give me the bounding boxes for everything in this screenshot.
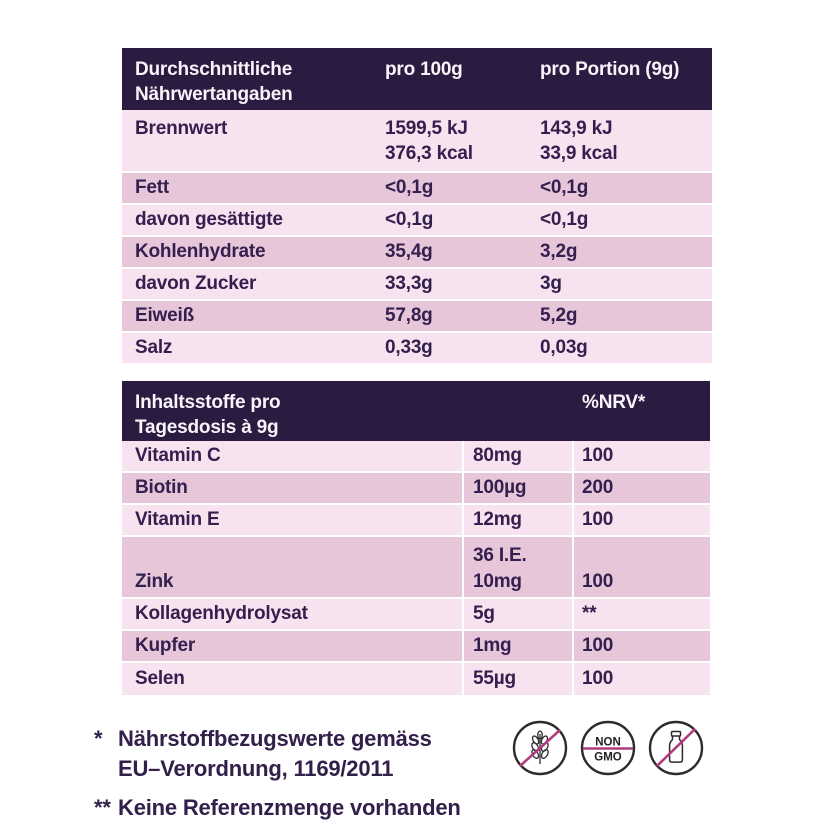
row-label: davon gesättigte [135, 209, 283, 230]
header-col-ingredients-line2: Tagesdosis à 9g [135, 417, 279, 438]
table-row-vitamin-c [122, 441, 710, 471]
value-kj: 1599,5 kJ [385, 118, 468, 139]
row-value-per100g: <0,1g [385, 177, 434, 198]
row-amount: 55µg [462, 663, 572, 695]
nutrition-table [122, 48, 712, 363]
footnote-nrv [94, 724, 524, 784]
row-value-per100g: 0,33g [385, 337, 433, 358]
row-amount: 100µg [462, 473, 572, 503]
header-col-portion: pro Portion (9g) [540, 59, 680, 80]
value-kcal: 376,3 kcal [385, 143, 473, 164]
ingredients-table [122, 381, 710, 695]
table-row-eiweiss [122, 301, 712, 331]
table-row-kohlenhydrate [122, 237, 712, 267]
non-gmo-icon [580, 720, 636, 776]
row-nrv: 100 [572, 663, 710, 695]
header-col-nrv: %NRV* [582, 392, 646, 413]
row-label: Vitamin C [135, 445, 221, 466]
row-label: Kupfer [135, 635, 196, 656]
row-nrv: 100 [572, 505, 710, 535]
row-nrv: 100 [572, 537, 710, 597]
row-value-portion [540, 110, 712, 166]
header-col-per100g: pro 100g [385, 59, 463, 80]
row-label: Brennwert [135, 118, 228, 139]
amount-mg: 10mg [473, 571, 522, 592]
row-value-portion: <0,1g [540, 209, 589, 230]
row-amount: 1mg [462, 631, 572, 661]
footnote-reference-text: Keine Referenzmenge vorhanden [118, 795, 461, 820]
table-row-vitamin-e [122, 505, 710, 535]
table-row-brennwert [122, 110, 712, 171]
ingredients-table-header [122, 381, 710, 441]
amount-ie: 36 I.E. [473, 545, 527, 566]
row-amount [462, 537, 572, 597]
footnotes [94, 724, 524, 823]
non-gmo-text-line2: GMO [594, 751, 622, 764]
row-label: Eiweiß [135, 305, 194, 326]
claim-badges [512, 720, 704, 776]
nutrition-table-header [122, 48, 712, 110]
table-row-zink [122, 537, 710, 597]
row-value-portion: 5,2g [540, 305, 578, 326]
row-label: Salz [135, 337, 173, 358]
header-col-nutrients [122, 48, 385, 107]
row-value-per100g: 35,4g [385, 241, 433, 262]
row-value-per100g: <0,1g [385, 209, 434, 230]
header-col-ingredients [122, 381, 462, 440]
row-amount: 5g [462, 599, 572, 629]
row-nrv: 100 [572, 441, 710, 471]
row-amount: 80mg [462, 441, 572, 471]
row-nrv: ** [572, 599, 710, 629]
row-value-per100g [385, 110, 540, 166]
row-value-portion: 0,03g [540, 337, 588, 358]
row-value-per100g: 33,3g [385, 273, 433, 294]
value-kcal: 33,9 kcal [540, 143, 618, 164]
table-row-gesaettigte [122, 205, 712, 235]
row-label: Fett [135, 177, 170, 198]
row-label: Zink [135, 571, 174, 592]
table-row-zucker [122, 269, 712, 299]
footnote-nrv-line2: EU–Verordnung, 1169/2011 [118, 756, 394, 781]
footnote-nrv-line1: Nährstoffbezugswerte gemäss [118, 726, 432, 751]
footnote-marker: ** [94, 795, 111, 820]
footnote-reference [94, 793, 524, 823]
table-row-kupfer [122, 631, 710, 661]
footnote-marker: * [94, 726, 103, 751]
header-col-nutrients-line2: Nährwertangaben [135, 84, 293, 105]
row-value-portion: 3,2g [540, 241, 578, 262]
table-row-selen [122, 663, 710, 695]
table-row-biotin [122, 473, 710, 503]
header-col-nutrients-line1: Durchschnittliche [135, 59, 293, 80]
row-label: Vitamin E [135, 509, 220, 530]
row-label: Kohlenhydrate [135, 241, 266, 262]
row-label: davon Zucker [135, 273, 257, 294]
row-value-portion: 3g [540, 273, 562, 294]
header-col-amount [462, 381, 572, 390]
gluten-free-icon [512, 720, 568, 776]
value-kj: 143,9 kJ [540, 118, 613, 139]
table-row-fett [122, 173, 712, 203]
row-nrv: 200 [572, 473, 710, 503]
row-value-per100g: 57,8g [385, 305, 433, 326]
header-col-ingredients-line1: Inhaltsstoffe pro [135, 392, 281, 413]
non-gmo-text-line1: NON [595, 736, 621, 749]
table-row-kollagenhydrolysat [122, 599, 710, 629]
row-label: Kollagenhydrolysat [135, 603, 308, 624]
row-label: Biotin [135, 477, 188, 498]
row-nrv: 100 [572, 631, 710, 661]
row-label: Selen [135, 668, 185, 689]
row-value-portion: <0,1g [540, 177, 589, 198]
lactose-free-icon [648, 720, 704, 776]
row-amount: 12mg [462, 505, 572, 535]
table-row-salz [122, 333, 712, 363]
